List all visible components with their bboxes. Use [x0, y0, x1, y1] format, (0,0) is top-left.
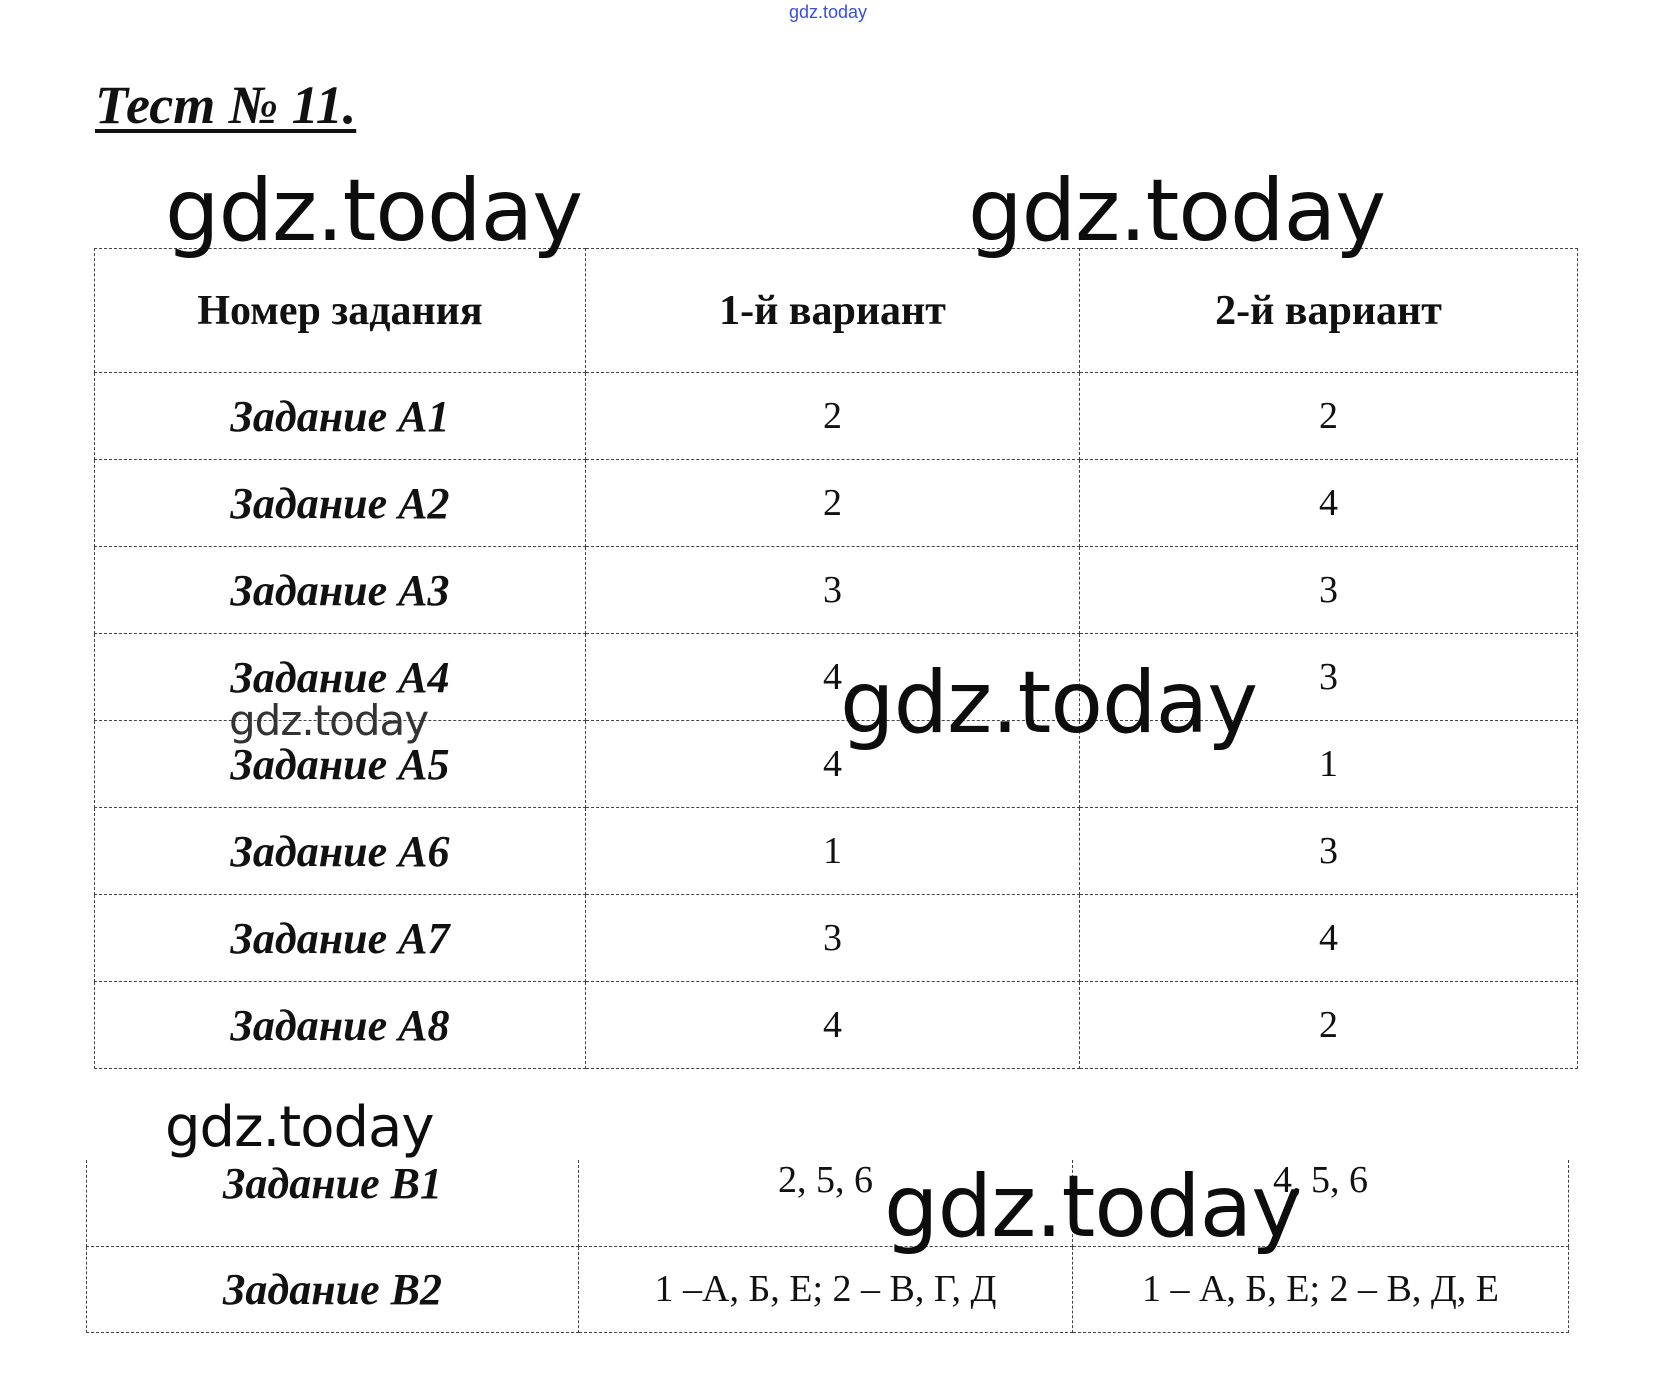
answers-table-b	[86, 1157, 1569, 1333]
task-name: Задание В1	[87, 1160, 579, 1246]
answer-variant-2: 2	[1080, 373, 1578, 460]
table-row	[95, 547, 1578, 634]
answer-variant-1: 3	[586, 547, 1080, 634]
answer-variant-2: 1	[1080, 721, 1578, 808]
answer-variant-2: 4	[1080, 460, 1578, 547]
watermark: gdz.today	[968, 161, 1386, 261]
answers-table-a	[94, 248, 1578, 1069]
page-title: Тест № 11.	[95, 75, 357, 135]
task-name: Задание А8	[95, 982, 586, 1069]
table-header-row	[95, 249, 1578, 373]
answer-variant-1: 4	[586, 721, 1080, 808]
answer-variant-1: 1 –А, Б, Е; 2 – В, Г, Д	[579, 1246, 1073, 1332]
answer-variant-2: 4, 5, 6	[1073, 1160, 1569, 1246]
table-row	[87, 1246, 1569, 1332]
table-row	[95, 895, 1578, 982]
table-row	[95, 373, 1578, 460]
answer-variant-1: 2	[586, 460, 1080, 547]
task-name: Задание А5	[95, 721, 586, 808]
column-header-variant-1: 1-й вариант	[586, 249, 1080, 373]
answer-variant-1: 3	[586, 895, 1080, 982]
watermark: gdz.today	[884, 1157, 1302, 1257]
watermark: gdz.today	[165, 1095, 434, 1160]
table-row	[87, 1160, 1569, 1246]
answer-variant-1: 1	[586, 808, 1080, 895]
table-row	[95, 460, 1578, 547]
answer-variant-1: 2	[586, 373, 1080, 460]
answer-variant-1: 4	[586, 634, 1080, 721]
watermark: gdz.today	[165, 161, 583, 261]
table-row	[95, 808, 1578, 895]
task-name: Задание А6	[95, 808, 586, 895]
answer-variant-2: 1 – А, Б, Е; 2 – В, Д, Е	[1073, 1246, 1569, 1332]
task-name: Задание В2	[87, 1246, 579, 1332]
watermark: gdz.today	[840, 653, 1258, 753]
task-name: Задание А4	[95, 634, 586, 721]
answer-variant-2: 3	[1080, 547, 1578, 634]
task-name: Задание А1	[95, 373, 586, 460]
table-row	[95, 721, 1578, 808]
answer-variant-1: 4	[586, 982, 1080, 1069]
watermark: gdz.today	[229, 696, 429, 745]
answer-variant-2: 3	[1080, 808, 1578, 895]
column-header-variant-2: 2-й вариант	[1080, 249, 1578, 373]
table-row	[95, 982, 1578, 1069]
answer-variant-2: 4	[1080, 895, 1578, 982]
answer-variant-2: 2	[1080, 982, 1578, 1069]
task-name: Задание А3	[95, 547, 586, 634]
answer-variant-1: 2, 5, 6	[579, 1160, 1073, 1246]
column-header-task: Номер задания	[95, 249, 586, 373]
answer-variant-2: 3	[1080, 634, 1578, 721]
task-name: Задание А2	[95, 460, 586, 547]
table-row	[95, 634, 1578, 721]
site-link[interactable]: gdz.today	[789, 2, 868, 22]
task-name: Задание А7	[95, 895, 586, 982]
